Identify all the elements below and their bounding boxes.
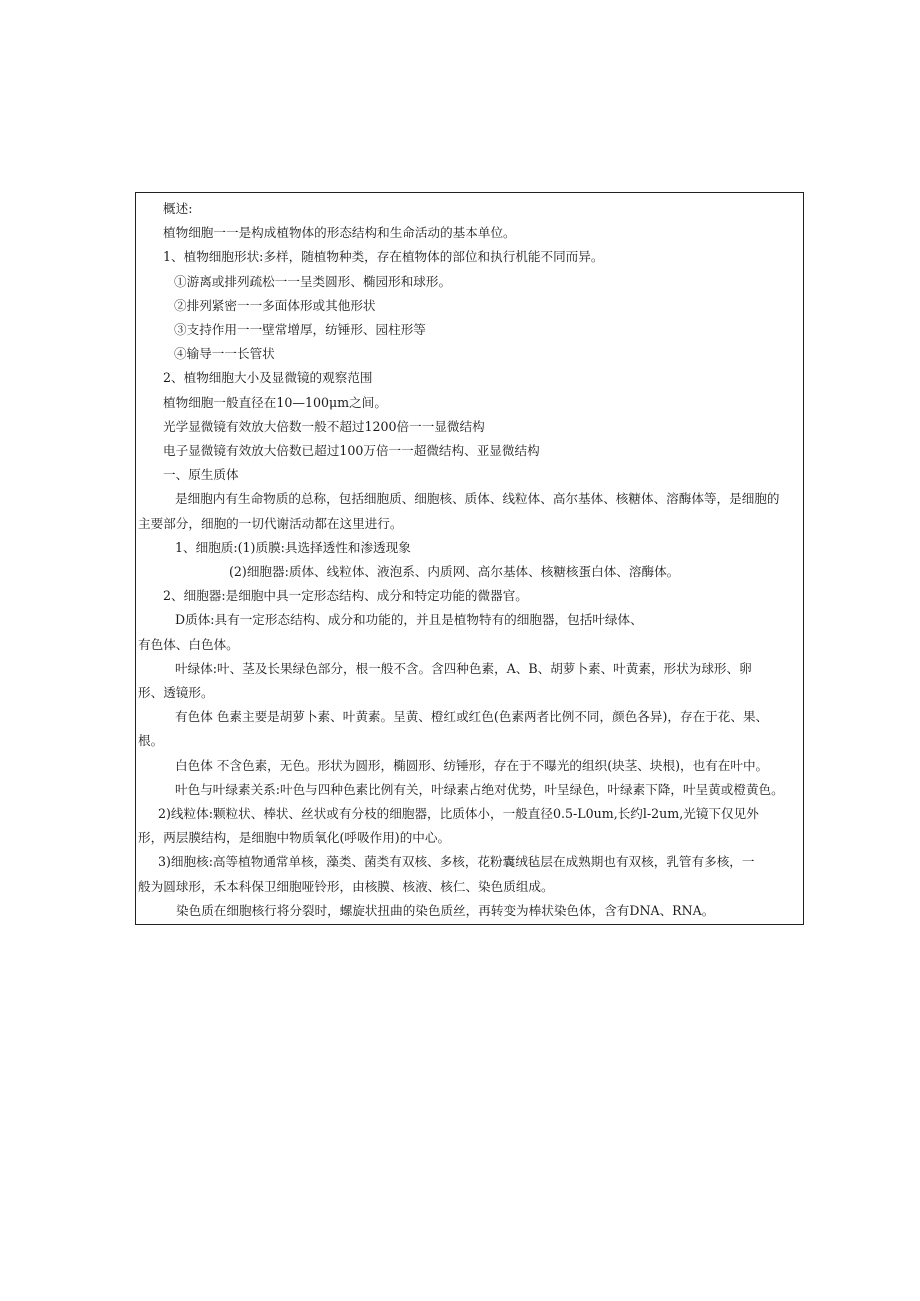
text-line: 植物细胞一般直径在10—100μm之间。: [163, 394, 387, 410]
text-line: ①游离或排列疏松一一呈类圆形、椭园形和球形。: [174, 273, 452, 289]
text-line: ③支持作用一一壁常增厚，纺锤形、园柱形等: [174, 322, 426, 338]
text-line: 白色体 不含色素，无色。形状为圆形，椭圆形、纺锤形，存在于不曝光的组织(块茎、块根)，也有在叶中。: [175, 757, 769, 773]
section-heading: 一、原生质体: [163, 467, 239, 483]
paragraph-nucleus: [136, 850, 803, 898]
paragraph-first-line: 3)细胞核:高等植物通常单核，藻类、菌类有双核、多核，花粉囊绒毡层在成熟期也有双核，乳管有多核，一: [158, 854, 755, 870]
paragraph-first-line: 叶绿体:叶、茎及长果绿色部分，根一般不含。含四种色素，A、B、胡萝卜素、叶黄素，形状为球形、卵: [175, 660, 752, 676]
text-line: 2、细胞器:是细胞中具一定形态结构、成分和特定功能的微器官。: [163, 588, 528, 604]
paragraph-continuation: 般为圆球形，禾本科保卫细胞哑铃形，由核膜、核液、核仁、染色质组成。: [138, 878, 554, 894]
paragraph-protoplasm: [136, 487, 803, 535]
text-line: 叶色与叶绿素关系:叶色与四种色素比例有关，叶绿素占绝对优势，叶呈绿色，叶绿素下降，叶呈黄或橙黄色。: [175, 781, 784, 797]
paragraph-continuation: 形，两层膜结构，是细胞中物质氧化(呼吸作用)的中心。: [138, 830, 451, 846]
text-line: ②排列紧密一一多面体形或其他形状: [174, 297, 376, 313]
paragraph-continuation: 形、透镜形。: [138, 685, 214, 701]
paragraph-first-line: 有色体 色素主要是胡萝卜素、叶黄素。呈黄、橙红或红色(色素两者比例不同，颜色各异)，存在于花、果、: [175, 709, 769, 725]
paragraph-first-line: 是细胞内有生命物质的总称，包括细胞质、细胞核、质体、线粒体、高尔基体、核糖体、溶酶体等，是细胞的: [175, 491, 780, 507]
paragraph-continuation: 有色体、白色体。: [138, 636, 239, 652]
paragraph-chloroplast: [136, 657, 803, 705]
text-line: 植物细胞一一是构成植物体的形态结构和生命活动的基本单位。: [163, 225, 516, 241]
text-line: (2)细胞器:质体、线粒体、液泡系、内质网、高尔基体、核糖核蛋白体、溶酶体。: [229, 564, 680, 580]
text-line: 1、细胞质:(1)质膜:具选择透性和渗透现象: [175, 539, 411, 555]
paragraph-plastid: [136, 608, 803, 656]
paragraph-chromoplast: [136, 705, 803, 753]
paragraph-continuation: 根。: [138, 733, 164, 749]
paragraph-continuation: 主要部分，细胞的一切代谢活动都在这里进行。: [138, 515, 403, 531]
paragraph-first-line: D质体:具有一定形态结构、成分和功能的，并且是植物特有的细胞器，包括叶绿体、: [175, 612, 643, 628]
text-line: 染色质在细胞核行将分裂时，螺旋状扭曲的染色质丝，再转变为棒状染色体，含有DNA、RNA。: [176, 902, 715, 918]
text-line: 电子显微镜有效放大倍数已超过100万倍一一超微结构、亚显微结构: [163, 443, 540, 459]
text-line: 光学显微镜有效放大倍数一般不超过1200倍一一显微结构: [163, 418, 485, 434]
overview-heading: 概述:: [163, 201, 193, 216]
document-table-cell: [135, 192, 804, 925]
text-line: ④输导一一长管状: [174, 346, 275, 362]
paragraph-first-line: 2)线粒体:颗粒状、棒状、丝状或有分枝的细胞器，比质体小，一般直径0.5-L0um,长约l-2um,光镜下仅见外: [158, 806, 759, 822]
text-line: 1、植物细胞形状:多样，随植物种类，存在植物体的部位和执行机能不同而异。: [163, 249, 604, 265]
text-line: 2、植物细胞大小及显微镜的观察范围: [163, 370, 373, 386]
paragraph-mitochondria: [136, 802, 803, 850]
